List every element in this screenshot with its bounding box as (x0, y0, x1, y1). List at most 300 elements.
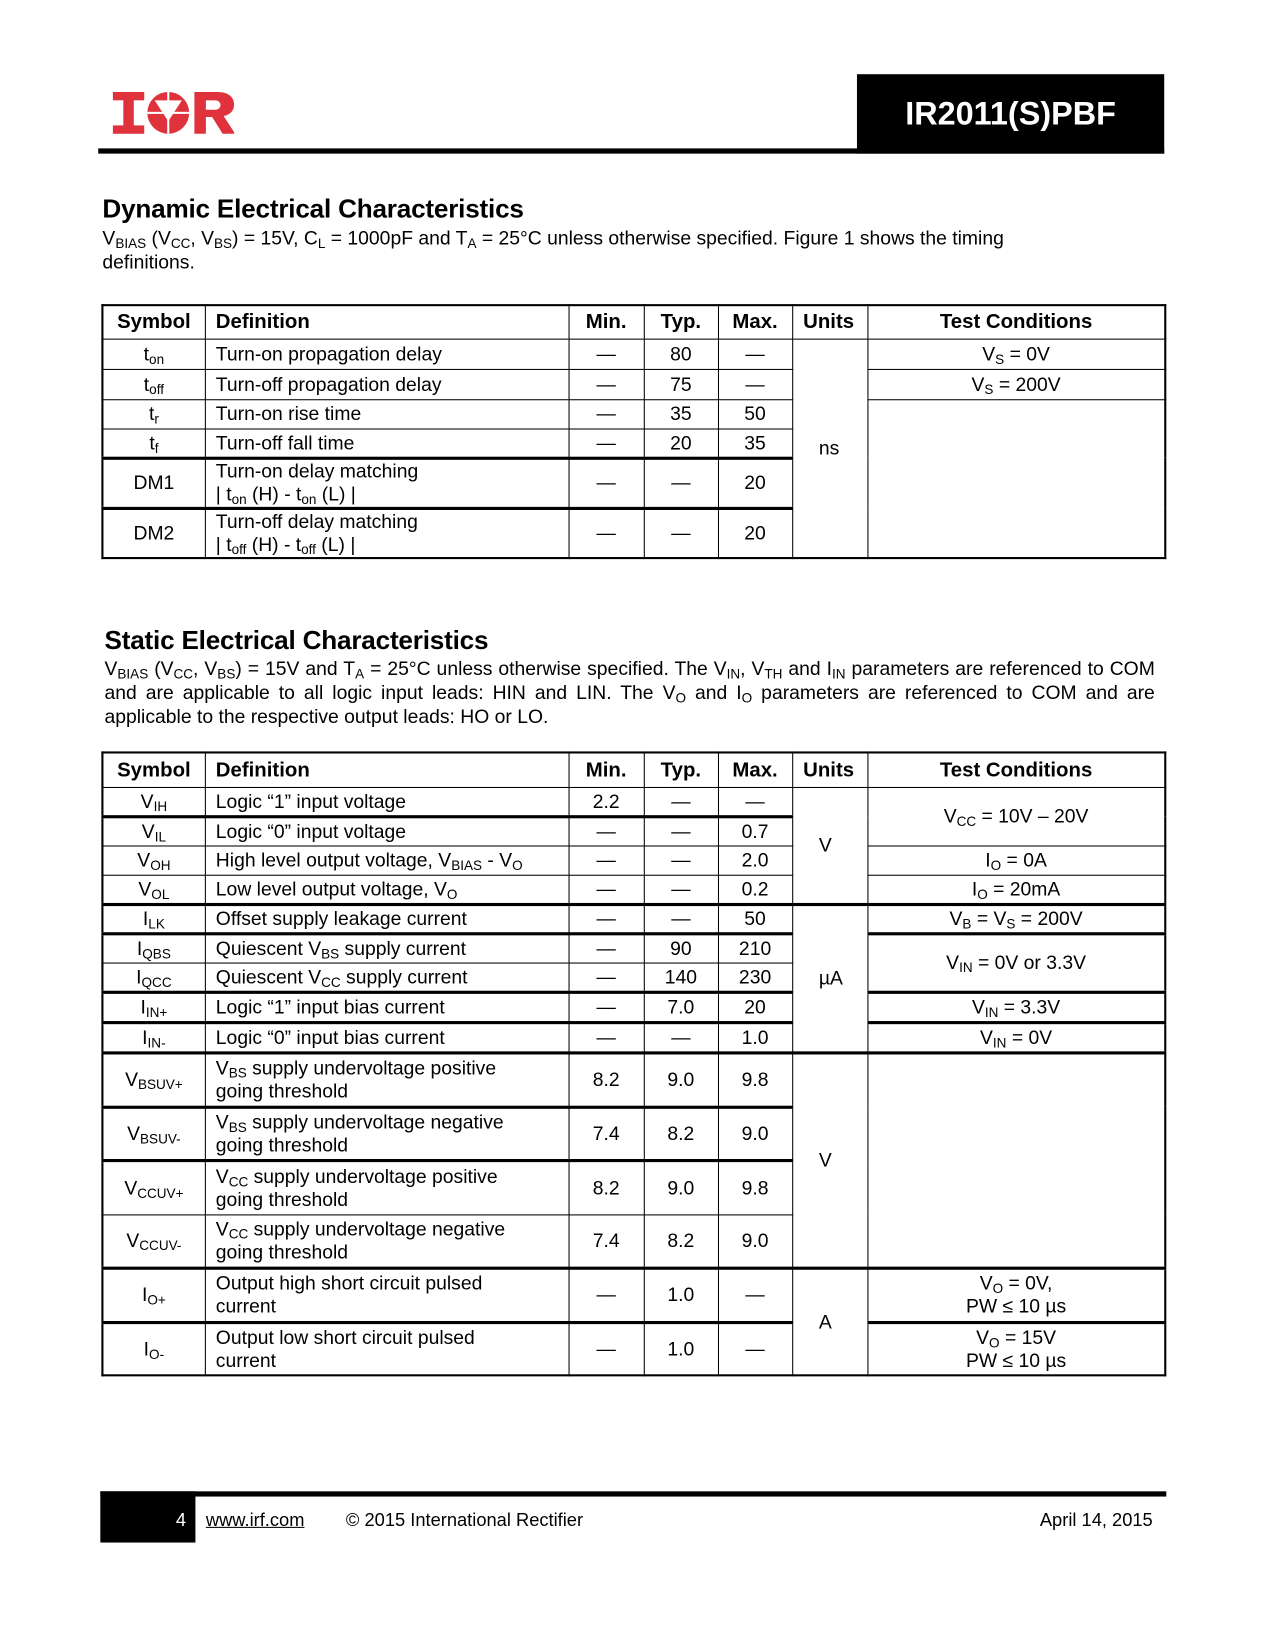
typ-cell: — (644, 458, 718, 508)
typ-cell: — (644, 1022, 718, 1052)
text-segment: V (104, 657, 118, 680)
text-segment: V (215, 1056, 229, 1079)
definition-cell (205, 458, 569, 508)
text-segment: Turn-off fall time (215, 431, 355, 454)
definition-cell (205, 1322, 569, 1375)
text-segment: Quiescent V (215, 965, 322, 988)
subscript: CC (170, 235, 191, 252)
min-cell: — (569, 816, 644, 845)
text-segment: Turn-on rise time (215, 402, 362, 425)
subscript: O- (149, 1346, 165, 1362)
subscript: on (301, 491, 317, 508)
text-segment: Logic “0” input voltage (215, 819, 407, 842)
max-cell: — (718, 787, 792, 816)
symbol-cell (102, 369, 204, 399)
max-cell: 50 (718, 904, 792, 933)
max-cell: 1.0 (718, 1022, 792, 1052)
subscript: IN (959, 959, 973, 976)
text-segment: V (971, 372, 985, 395)
text-segment: - V (482, 848, 513, 871)
text-segment: ) = 15V, C (232, 226, 318, 249)
text-segment: , V (190, 226, 215, 249)
text-segment: (H) - t (246, 482, 302, 505)
symbol-cell (102, 816, 204, 845)
text-segment: I (143, 1337, 150, 1360)
text-segment: V (140, 789, 154, 812)
symbol-cell (102, 428, 204, 457)
subscript: L (317, 235, 326, 252)
typ-cell: 9.0 (644, 1160, 718, 1214)
subscript: f (154, 439, 159, 456)
subscript: CC (956, 813, 977, 829)
symbol-cell (102, 1107, 204, 1160)
subscript: off (231, 541, 247, 558)
subscript: IN- (147, 1034, 166, 1051)
subscript: IN (832, 665, 846, 682)
symbol-cell (102, 458, 204, 508)
min-cell: — (569, 904, 644, 933)
definition-cell (205, 339, 569, 369)
test-conditions-cell (867, 1322, 1165, 1375)
subscript: off (149, 381, 164, 397)
header-rule (98, 148, 1164, 153)
typ-cell: — (644, 508, 718, 558)
text-segment: t (143, 342, 150, 365)
typ-cell: — (644, 845, 718, 874)
subscript: OH (150, 857, 171, 873)
definition-cell (205, 1022, 569, 1052)
definition-cell (205, 933, 569, 962)
units-cell: V (792, 1052, 867, 1267)
table-header-row (102, 752, 1165, 786)
text-segment: = 1000pF and T (325, 226, 468, 249)
test-conditions-cell (867, 369, 1165, 399)
min-cell: — (569, 845, 644, 874)
text-segment: V (125, 1068, 138, 1091)
dynamic-section-title: Dynamic Electrical Characteristics (102, 194, 524, 224)
typ-cell: 1.0 (644, 1268, 718, 1322)
column-header: Definition (205, 305, 569, 338)
text-segment: V (141, 819, 155, 842)
min-cell: — (569, 369, 644, 399)
text-segment: Turn-off delay matching | t (215, 510, 418, 556)
max-cell: 0.7 (718, 816, 792, 845)
subscript: A (467, 235, 477, 252)
test-conditions-cell (867, 1268, 1165, 1322)
static-characteristics-table (101, 751, 1166, 1376)
text-segment: I (141, 1283, 148, 1306)
typ-cell: 35 (644, 399, 718, 428)
table-row (102, 1268, 1165, 1322)
page-number: 4 (175, 1509, 187, 1530)
subscript: S (984, 381, 994, 397)
max-cell: — (718, 369, 792, 399)
text-segment: I (142, 907, 149, 930)
test-conditions-cell (867, 787, 1165, 846)
subscript: CC (173, 665, 194, 682)
max-cell: 9.0 (718, 1107, 792, 1160)
text-segment: ) = 15V and T (235, 657, 356, 680)
text-segment: , V (193, 657, 218, 680)
subscript: BSUV- (140, 1130, 181, 1147)
typ-cell: 20 (644, 428, 718, 457)
table-row (102, 992, 1165, 1022)
subscript: CCUV+ (137, 1184, 184, 1201)
subscript: CCUV- (139, 1237, 182, 1254)
definition-cell (205, 1214, 569, 1267)
typ-cell: 140 (644, 963, 718, 992)
subscript: BS (321, 945, 340, 962)
symbol-cell (102, 933, 204, 962)
text-segment: V (127, 1121, 141, 1144)
text-segment: = 0V, PW ≤ 10 µs (965, 1271, 1067, 1317)
subscript: IL (154, 828, 166, 845)
table-row (102, 1022, 1165, 1052)
subscript: O (741, 689, 753, 706)
typ-cell: — (644, 904, 718, 933)
website-link[interactable]: www.irf.com (205, 1509, 305, 1530)
min-cell: 8.2 (569, 1160, 644, 1214)
text-segment: supply undervoltage negative going threshold (215, 1110, 504, 1156)
typ-cell: 9.0 (644, 1052, 718, 1106)
definition-cell (205, 399, 569, 428)
static-section-title: Static Electrical Characteristics (104, 626, 489, 656)
max-cell: 230 (718, 963, 792, 992)
text-segment: V (980, 1025, 993, 1048)
symbol-cell (102, 845, 204, 874)
subscript: O+ (147, 1291, 166, 1308)
text-segment: V (215, 1164, 229, 1187)
subscript: BS (228, 1065, 247, 1081)
min-cell: — (569, 508, 644, 558)
min-cell: — (569, 1022, 644, 1052)
column-header: Test Conditions (867, 752, 1165, 786)
symbol-cell (102, 1022, 204, 1052)
subscript: IN (726, 665, 741, 682)
dynamic-intro (102, 226, 1084, 274)
min-cell: — (569, 1268, 644, 1322)
text-segment: V (946, 951, 960, 973)
table-row (102, 845, 1165, 874)
test-conditions-cell (867, 904, 1165, 933)
text-segment: Quiescent V (215, 936, 322, 959)
subscript: IN+ (145, 1004, 168, 1020)
subscript: BS (228, 1119, 247, 1135)
text-segment: I (140, 995, 146, 1018)
subscript: O (989, 1334, 1000, 1351)
symbol-cell (102, 992, 204, 1022)
symbol-cell (102, 963, 204, 992)
text-segment: = 200V (993, 372, 1061, 395)
test-conditions-cell (867, 399, 1165, 558)
definition-cell (205, 369, 569, 399)
min-cell: — (569, 428, 644, 457)
subscript: CC (228, 1226, 249, 1242)
text-segment: (L) | (315, 533, 356, 556)
column-header: Units (792, 752, 867, 786)
subscript: IN (992, 1034, 1007, 1051)
symbol-cell (102, 904, 204, 933)
symbol-cell (102, 1214, 204, 1267)
typ-cell: 80 (644, 339, 718, 369)
text-segment: I (136, 965, 142, 988)
text-segment: V (215, 1217, 229, 1240)
test-conditions-cell (867, 1052, 1165, 1267)
symbol-cell (102, 1322, 204, 1375)
text-segment: = 25°C unless otherwise specified. Figure 1 shows the timing definitions. (102, 226, 1004, 273)
column-header: Symbol (102, 305, 204, 338)
subscript: CC (228, 1173, 249, 1190)
typ-cell: 90 (644, 933, 718, 962)
max-cell: 2.0 (718, 845, 792, 874)
subscript: on (231, 491, 247, 508)
column-header: Typ. (644, 752, 718, 786)
text-segment: t (143, 372, 150, 395)
copyright: © 2015 International Rectifier (345, 1509, 584, 1530)
text-segment: I (142, 1025, 148, 1048)
definition-cell (205, 428, 569, 457)
typ-cell: — (644, 816, 718, 845)
definition-cell (205, 875, 569, 904)
subscript: S (1006, 915, 1016, 932)
text-segment: DM2 (133, 521, 175, 544)
text-segment: I (971, 877, 978, 900)
units-cell: V (792, 787, 867, 904)
max-cell: 20 (718, 508, 792, 558)
text-segment: supply undervoltage negative going threshold (215, 1217, 506, 1263)
text-segment: V (138, 877, 152, 900)
typ-cell: 7.0 (644, 992, 718, 1022)
text-segment: , V (740, 657, 765, 680)
definition-cell (205, 508, 569, 558)
min-cell: — (569, 875, 644, 904)
test-conditions-cell (867, 992, 1165, 1022)
text-segment: (V (148, 657, 174, 680)
text-segment: Logic “1” input voltage (215, 789, 407, 812)
max-cell: 0.2 (718, 875, 792, 904)
text-segment: Turn-off propagation delay (215, 372, 442, 395)
text-segment: parameters are referenced to COM and are applicable to all logic input leads: HIN and LIN. The V (104, 657, 1155, 704)
subscript: BS (214, 235, 233, 252)
subscript: r (154, 410, 159, 427)
subscript: OL (151, 885, 170, 902)
symbol-cell (102, 875, 204, 904)
test-conditions-cell (867, 933, 1165, 992)
subscript: BS (217, 665, 236, 682)
text-segment: V (137, 848, 151, 871)
subscript: QCC (141, 973, 172, 990)
min-cell: 7.4 (569, 1214, 644, 1267)
text-segment: V (126, 1229, 140, 1251)
subscript: O (977, 885, 988, 902)
min-cell: — (569, 399, 644, 428)
text-segment: = 3.3V (998, 995, 1061, 1018)
table-row (102, 1322, 1165, 1375)
subscript: BIAS (117, 665, 149, 682)
text-segment: supply undervoltage positive going threshold (215, 1056, 497, 1102)
text-segment: Offset supply leakage current (215, 907, 467, 930)
symbol-cell (102, 787, 204, 816)
subscript: BIAS (115, 235, 147, 252)
table-row (102, 787, 1165, 816)
column-header: Typ. (644, 305, 718, 338)
min-cell: — (569, 458, 644, 508)
subscript: O (992, 1280, 1004, 1297)
max-cell: 20 (718, 992, 792, 1022)
max-cell: — (718, 339, 792, 369)
text-segment: V (979, 1271, 993, 1294)
max-cell: 9.8 (718, 1160, 792, 1214)
text-segment: Logic “1” input bias current (215, 995, 445, 1018)
definition-cell (205, 1107, 569, 1160)
definition-cell (205, 963, 569, 992)
subscript: B (962, 915, 972, 932)
subscript: IN (984, 1004, 999, 1020)
text-segment: = V (971, 907, 1007, 930)
column-header: Max. (718, 752, 792, 786)
subscript: off (301, 541, 316, 558)
text-segment: V (215, 1110, 229, 1133)
column-header: Max. (718, 305, 792, 338)
text-segment: = 0V (1006, 1025, 1053, 1048)
text-segment: V (102, 226, 116, 249)
min-cell: 7.4 (569, 1107, 644, 1160)
text-segment: V (982, 342, 996, 365)
text-segment: V (976, 1325, 990, 1348)
text-segment: Turn-on propagation delay (215, 342, 442, 365)
max-cell: 35 (718, 428, 792, 457)
max-cell: 50 (718, 399, 792, 428)
text-segment: = 10V – 20V (976, 804, 1089, 827)
column-header: Min. (569, 305, 644, 338)
column-header: Min. (569, 752, 644, 786)
column-header: Test Conditions (867, 305, 1165, 338)
dynamic-characteristics-table (101, 304, 1166, 559)
text-segment: t (148, 402, 155, 425)
max-cell: 9.0 (718, 1214, 792, 1267)
text-segment: I (136, 936, 143, 959)
part-number-banner: IR2011(S)PBF (857, 74, 1164, 153)
definition-cell (205, 816, 569, 845)
text-segment: Turn-on delay matching | t (215, 459, 419, 505)
text-segment: = 200V (1015, 907, 1083, 930)
text-segment: V (943, 804, 957, 827)
table-row (102, 904, 1165, 933)
column-header: Units (792, 305, 867, 338)
text-segment: parameters are referenced to COM and are applicable to the respective output leads: HO or LO. (104, 681, 1155, 728)
min-cell: — (569, 933, 644, 962)
units-cell: µA (792, 904, 867, 1052)
subscript: O (512, 857, 523, 873)
text-segment: DM1 (133, 471, 175, 494)
symbol-cell (102, 399, 204, 428)
table-row (102, 1052, 1165, 1106)
text-segment: supply current (339, 936, 466, 959)
text-segment: = 15V PW ≤ 10 µs (965, 1325, 1067, 1371)
text-segment: High level output voltage, V (215, 848, 452, 871)
text-segment: Output high short circuit pulsed current (215, 1271, 483, 1317)
table-row (102, 933, 1165, 962)
definition-cell (205, 1268, 569, 1322)
text-segment: supply current (340, 965, 468, 988)
definition-cell (205, 1052, 569, 1106)
text-segment: I (985, 848, 991, 871)
test-conditions-cell (867, 339, 1165, 369)
text-segment: V (124, 1176, 138, 1199)
table-row (102, 339, 1165, 369)
symbol-cell (102, 1052, 204, 1106)
text-segment: and I (685, 681, 742, 704)
subscript: S (995, 350, 1005, 367)
definition-cell (205, 904, 569, 933)
max-cell: 20 (718, 458, 792, 508)
subscript: CC (321, 973, 341, 990)
text-segment: = 0A (1001, 848, 1047, 871)
text-segment: V (971, 995, 985, 1018)
symbol-cell (102, 1268, 204, 1322)
symbol-cell (102, 508, 204, 558)
text-segment: = 0V or 3.3V (972, 951, 1086, 973)
subscript: A (355, 665, 365, 682)
symbol-cell (102, 339, 204, 369)
subscript: QBS (142, 945, 171, 962)
column-header: Definition (205, 752, 569, 786)
typ-cell: 8.2 (644, 1214, 718, 1267)
column-header: Symbol (102, 752, 204, 786)
typ-cell: 1.0 (644, 1322, 718, 1375)
test-conditions-cell (867, 875, 1165, 904)
definition-cell (205, 845, 569, 874)
typ-cell: — (644, 875, 718, 904)
subscript: IH (153, 798, 168, 814)
typ-cell: 75 (644, 369, 718, 399)
max-cell: 9.8 (718, 1052, 792, 1106)
min-cell: — (569, 339, 644, 369)
subscript: on (149, 350, 165, 367)
ir-logo (111, 90, 234, 136)
subscript: O (446, 885, 458, 902)
text-segment: (L) | (316, 482, 356, 505)
table-header-row (102, 305, 1165, 338)
text-segment: = 20mA (987, 877, 1061, 900)
units-cell: A (792, 1268, 867, 1376)
units-cell: ns (792, 339, 867, 558)
text-segment: and I (782, 657, 833, 680)
subscript: LK (148, 915, 165, 932)
text-segment: supply undervoltage positive going threshold (215, 1164, 498, 1210)
test-conditions-cell (867, 1022, 1165, 1052)
subscript: BIAS (451, 857, 483, 873)
subscript: TH (764, 665, 783, 682)
definition-cell (205, 787, 569, 816)
table-row (102, 369, 1165, 399)
footer-rule (100, 1491, 1166, 1496)
definition-cell (205, 992, 569, 1022)
text-segment: t (149, 431, 155, 454)
text-segment: Logic “0” input bias current (215, 1025, 445, 1048)
typ-cell: 8.2 (644, 1107, 718, 1160)
table-row (102, 875, 1165, 904)
min-cell: 2.2 (569, 787, 644, 816)
max-cell: 210 (718, 933, 792, 962)
min-cell: — (569, 1322, 644, 1375)
subscript: BSUV+ (137, 1076, 183, 1093)
max-cell: — (718, 1322, 792, 1375)
typ-cell: — (644, 787, 718, 816)
text-segment: Output low short circuit pulsed current (215, 1325, 475, 1371)
static-intro (105, 656, 1155, 728)
text-segment: Low level output voltage, V (215, 877, 447, 900)
